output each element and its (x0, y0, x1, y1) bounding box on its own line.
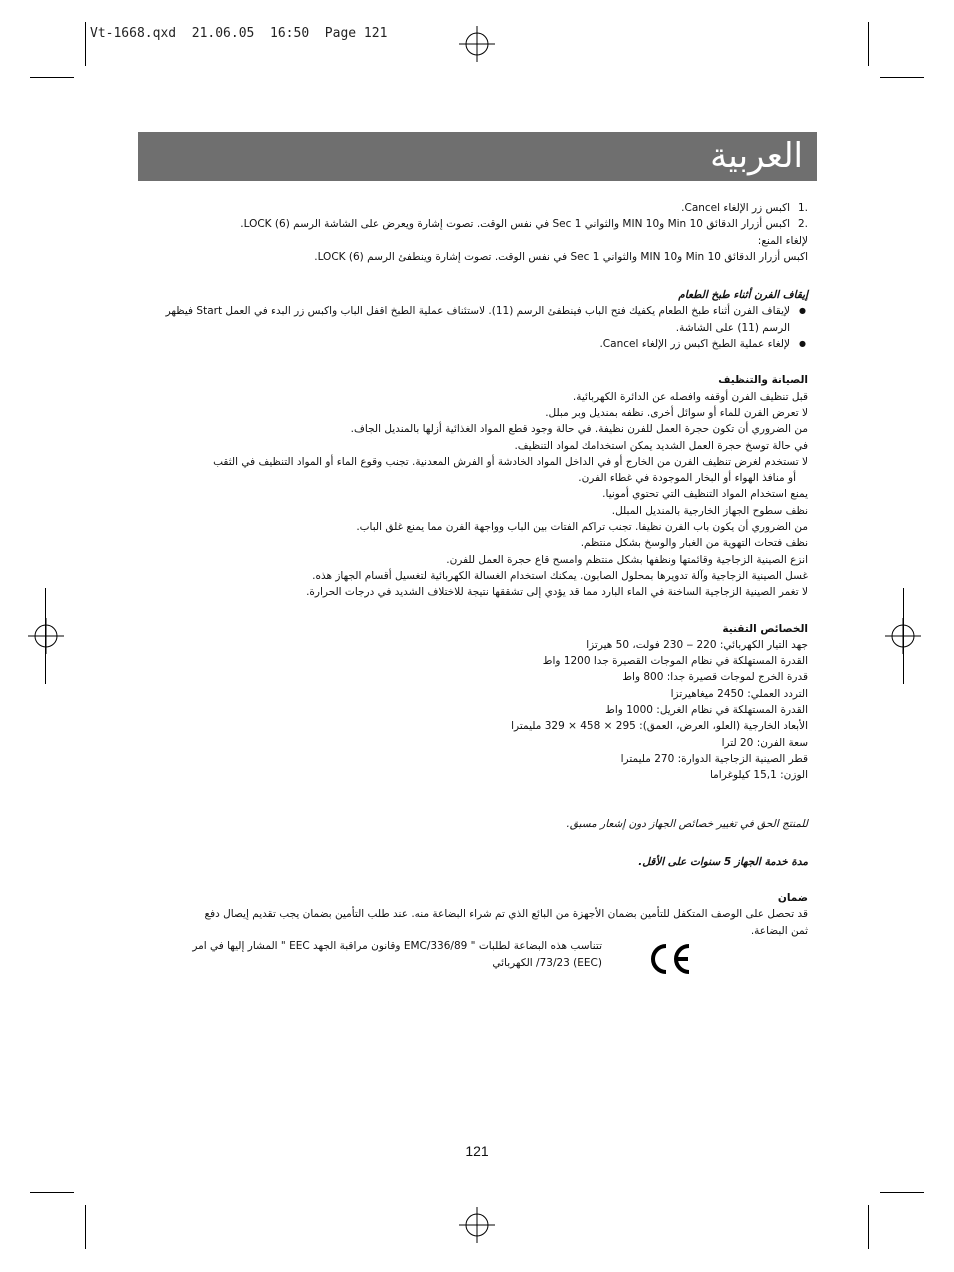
maintenance-line: قبل تنظيف الفرن أوقفه وافصله عن الدائرة الكهربائية. (572, 390, 808, 403)
spec-line: التردد العملي: 2450 ميغاهيرتزا (670, 687, 808, 700)
maintenance-line: غسل الصينية الزجاجية وآلة تدويرها بمحلول الصابون. يمكنك استخدام الغسالة الكهربائية لتغسيل أقسام الجهاز هذه. (312, 569, 808, 582)
ce-mark-icon (647, 942, 693, 976)
step-text: اكبس زر الإلغاء Cancel. (681, 202, 790, 214)
maintenance-line: لا تستخدم لغرض تنظيف الفرن من الخارج أو في الداخل المواد الخادشة أو الفرش المعدنية. تجنب وقوع الماء أو المواد التنظيف في الثقب (213, 455, 808, 468)
registration-mark-icon (28, 618, 64, 654)
list-item: ● لإلغاء عملية الطبخ اكبس زر الإلغاء Cancel. (148, 336, 790, 352)
list-item: ● لإيقاف الفرن أثناء طبخ الطعام يكفيك فتح الباب فينطفئ الرسم (11). لاستئناف عملية الطبخ اقفل الباب واكبس زر البدء في العمل Start فيظهر الرسم (11) على الشاشة. (148, 303, 790, 336)
banner-title: العربية (710, 136, 803, 176)
crop-mark (85, 22, 86, 66)
maintenance-line: يمنع استخدام المواد التنظيف التي تحتوي أمونيا. (602, 488, 808, 501)
cert-line: (EEC) 73/23/ الكهربائي (492, 957, 602, 969)
maintenance-line: من الضروري أن يكون باب الفرن نظيفا. تجنب تراكم الفتات بين الباب وواجهة الفرن مما يمنع غلق الباب. (356, 521, 808, 534)
maintenance-line: نظف سطوح الجهاز الخارجية بالمنديل المبلل. (611, 504, 808, 517)
crop-mark (30, 1192, 74, 1193)
step-text: اكبس أزرار الدقائق 10 Min و10 MIN والثواني 1 Sec في نفس الوقت. تصوت إشارة ويعرض على الشاشة الرسم (6) LOCK. (240, 218, 790, 231)
crop-mark (868, 22, 869, 66)
registration-mark-icon (459, 1207, 495, 1243)
spec-line: الوزن: 15,1 كيلوغراما (709, 769, 808, 782)
warranty-heading: ضمان (777, 892, 808, 905)
crop-mark (880, 1192, 924, 1193)
crop-mark (880, 77, 924, 78)
manual-content (148, 200, 808, 939)
maintenance-line: نظف فتحات التهوية من الغبار والوسخ بشكل منتظم. (580, 537, 808, 550)
printer-slug: Vt-1668.qxd 21.06.05 16:50 Page 121 (90, 26, 388, 41)
rights-note: للمنتج الحق في تغيير خصائص الجهاز دون إشعار مسبق. (566, 817, 808, 830)
stop-heading: إيقاف الفرن أثناء طبخ الطعام (678, 289, 808, 302)
crop-mark (85, 1205, 86, 1249)
list-item (148, 216, 808, 232)
lock-steps (148, 200, 808, 233)
unlock-heading: لإلغاء المنع: (757, 234, 808, 247)
warranty-line: ثمن البضاعة. (750, 924, 808, 937)
certification-text (162, 938, 602, 972)
maintenance-line: انزع الصينية الزجاجية وقائمتها ونظفها بشكل منتظم وامسح قاع حجرة العمل للفرن. (446, 553, 808, 566)
crop-mark (868, 1205, 869, 1249)
spec-line: الأبعاد الخارجية (العلو، العرض، العمق): 295 × 458 × 329 مليمترا (511, 720, 808, 733)
specs-heading: الخصائص التقنية (722, 622, 808, 635)
spec-line: قدرة الخرج لموجات قصيرة جدا: 800 واط (622, 671, 808, 684)
spec-line: القدرة المستهلكة في نظام الغريل: 1000 واط (605, 704, 808, 717)
crop-mark (903, 588, 904, 684)
crop-mark (30, 77, 74, 78)
maintenance-line: لا تعرض الفرن للماء أو سوائل أخرى. نظفه بمنديل وبر مبلل. (545, 406, 808, 419)
maintenance-line: في حالة توسخ حجرة العمل الشديد يمكن استخدامك لمواد التنظيف. (514, 439, 808, 452)
warranty-line: قد تحصل على الوصف المتكفل للتأمين بضمان الأجهزة من البائع الذي تم شراء البضاعة منه. عند طلب التأمين بضمان يجب تقديم إيصال دفع (204, 908, 808, 921)
step-number: .2 (797, 218, 808, 231)
unlock-text: اكبس أزرار الدقائق 10 Min و10 MIN والثواني 1 Sec في نفس الوقت. تصوت إشارة وينطفئ الرسم (6) LOCK. (314, 250, 808, 263)
spec-line: قطر الصينية الزجاجية الدوارة: 270 مليمترا (620, 752, 808, 765)
page-number: 121 (465, 1143, 489, 1159)
step-number: .1 (797, 202, 808, 214)
maintenance-line: لا تغمر الصينية الزجاجية الساخنة في الماء البارد مما قد يؤدي إلى تشققها نتيجة للاختلاف الشديد في درجات الحرارة. (306, 586, 808, 599)
stop-list (148, 303, 808, 352)
service-life: مدة خدمة الجهاز 5 سنوات على الأقل. (638, 855, 808, 868)
crop-mark (45, 588, 46, 684)
spec-line: جهد التيار الكهربائي: 220 ‒ 230 فولت، 50 هيرتزا (586, 638, 808, 651)
maintenance-line: أو منافذ الهواء أو البخار الموجودة في غطاء الفرن. (578, 472, 796, 485)
maintenance-line: من الضروري أن تكون حجرة العمل للفرن نظيفة. في حالة وجود قطع المواد الغذائية أزلها بالمنديل الجاف. (350, 423, 808, 436)
spec-line: سعة الفرن: 20 لترا (721, 736, 808, 749)
spec-line: القدرة المستهلكة في نظام الموجات القصيرة جدا 1200 واط (542, 655, 808, 668)
list-item (148, 200, 808, 216)
registration-mark-icon (459, 26, 495, 62)
maintenance-heading: الصيانة والتنظيف (718, 374, 808, 387)
language-banner (138, 132, 817, 181)
cert-line: تتناسب هذه البضاعة لطلبات " EMC/336/89 وقانون مراقبة الجهد EEC " المشار إليها في امر (192, 940, 602, 952)
